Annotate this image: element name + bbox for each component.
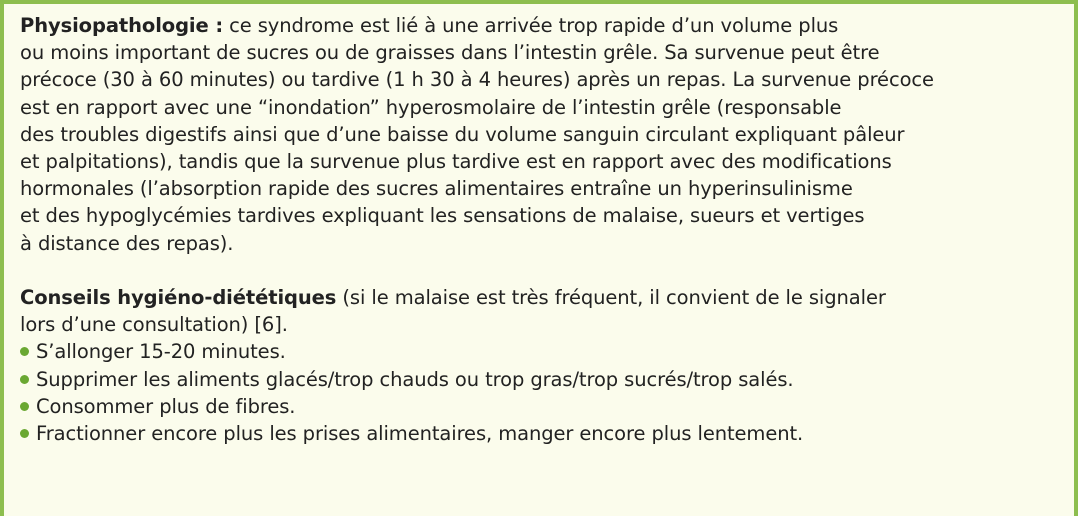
bullet-dot-icon	[20, 375, 29, 384]
text-line: ou moins important de sucres ou de graisses dans l’intestin grêle. Sa survenue peut être	[20, 41, 880, 65]
conseils-heading: Conseils hygiéno-diététiques	[20, 286, 337, 310]
text-fragment: (si le malaise est très fréquent, il convient de le signaler	[336, 286, 886, 310]
bullet-text: Fractionner encore plus les prises alimentaires, manger encore plus lentement.	[36, 422, 804, 446]
conseils-paragraph	[20, 284, 1068, 447]
info-box-content	[20, 12, 1068, 447]
physiopathologie-heading: Physiopathologie :	[20, 14, 224, 37]
text-line	[20, 12, 1068, 39]
text-line: précoce (30 à 60 minutes) ou tardive (1 h 30 à 4 heures) après un repas. La survenue précoce	[20, 68, 934, 92]
bullet-item	[20, 393, 1068, 420]
text-line: et des hypoglycémies tardives expliquant les sensations de malaise, sueurs et vertiges	[20, 204, 865, 228]
bullet-text: Supprimer les aliments glacés/trop chauds ou trop gras/trop sucrés/trop salés.	[36, 367, 794, 391]
text-line: lors d’une consultation) [6].	[20, 313, 288, 337]
text-line: à distance des repas).	[20, 231, 234, 255]
text-fragment: ce syndrome est lié à une arrivée trop rapide d’un volume plus	[223, 14, 839, 37]
text-line: hormonales (l’absorption rapide des sucres alimentaires entraîne un hyperinsulinisme	[20, 177, 853, 201]
paragraph-spacer	[20, 257, 1068, 284]
text-line: des troubles digestifs ainsi que d’une baisse du volume sanguin circulant expliquant pâleur	[20, 122, 905, 146]
bullet-text: S’allonger 15-20 minutes.	[36, 340, 286, 364]
physiopathologie-paragraph	[20, 12, 1068, 257]
text-line	[20, 284, 1068, 311]
bullet-item	[20, 366, 1068, 393]
text-line: est en rapport avec une “inondation” hyperosmolaire de l’intestin grêle (responsable	[20, 95, 842, 119]
bullet-dot-icon	[20, 402, 29, 411]
bullet-item	[20, 338, 1068, 365]
bullet-dot-icon	[20, 347, 29, 356]
bullet-item	[20, 420, 1068, 447]
bullet-text: Consommer plus de fibres.	[36, 394, 296, 418]
text-line: et palpitations), tandis que la survenue plus tardive est en rapport avec des modifications	[20, 150, 892, 174]
bullet-dot-icon	[20, 429, 29, 438]
